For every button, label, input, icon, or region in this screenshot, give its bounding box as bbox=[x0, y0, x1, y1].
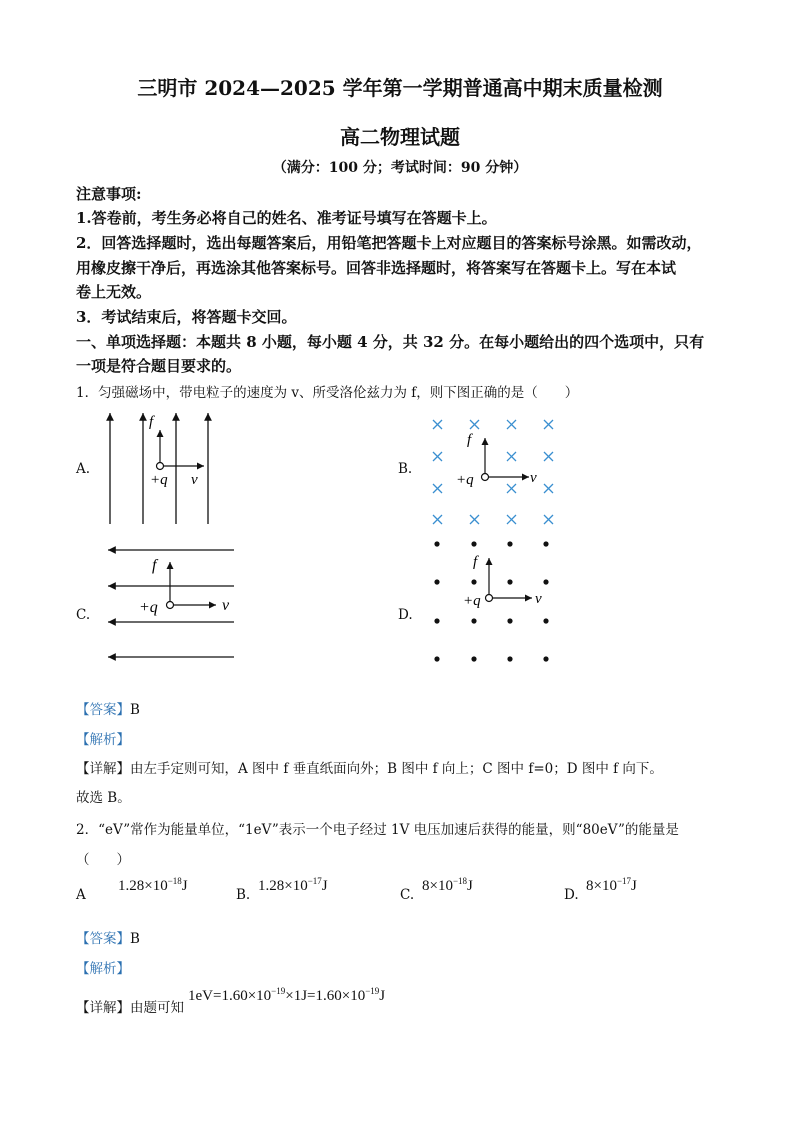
notice-item-2-line-2: 用橡皮擦干净后，再选涂其他答案标号。回答非选择题时，将答案写在答题卡上。写在本试 bbox=[76, 259, 677, 277]
q2-analysis-tag: 【解析】 bbox=[76, 961, 130, 977]
charge-dot bbox=[482, 474, 489, 481]
detail-text: 由左手定则可知，A 图中 f 垂直纸面向外；B 图中 f 向上；C 图中 f=0；D 图中 f 向下。 bbox=[130, 761, 663, 777]
mantissa: 1.28×10 bbox=[258, 878, 308, 894]
exam-meta: （满分：100 分；考试时间：90 分钟） bbox=[272, 160, 528, 176]
detail-tag: 【详解】 bbox=[76, 1000, 130, 1016]
formula-exponent: −19 bbox=[365, 986, 380, 996]
q1-option-d-label: D. bbox=[398, 607, 413, 623]
charge-label: +q bbox=[139, 599, 158, 616]
page-title: 三明市 2024—2025 学年第一学期普通高中期末质量检测 bbox=[137, 76, 663, 100]
velocity-label: v bbox=[191, 472, 198, 488]
q2-option-c-value bbox=[422, 876, 473, 895]
charge-label: +q bbox=[150, 472, 168, 488]
exponent: −18 bbox=[452, 876, 468, 886]
charge-label: +q bbox=[463, 593, 481, 609]
force-label: f bbox=[149, 414, 154, 430]
section-heading-line-1: 一、单项选择题：本题共 8 小题，每小题 4 分，共 32 分。在每小题给出的四个选项中，只有 bbox=[76, 333, 705, 351]
formula-exponent: −19 bbox=[271, 986, 286, 996]
q2-formula bbox=[188, 986, 385, 1005]
q2-option-a-label: A bbox=[76, 887, 86, 903]
mantissa: 1.28×10 bbox=[118, 878, 168, 894]
charge-dot bbox=[167, 602, 174, 609]
q1-figure-d bbox=[425, 535, 575, 670]
q2-detail-row bbox=[76, 996, 184, 1016]
charge-dot bbox=[157, 463, 164, 470]
q2-stem-line-2: （ ） bbox=[76, 852, 130, 868]
notice-heading: 注意事项: bbox=[76, 185, 142, 203]
answer-tag: 【答案】 bbox=[76, 702, 130, 718]
field-out-of-page-dots bbox=[434, 541, 548, 661]
formula-part: 1eV=1.60×10 bbox=[188, 988, 272, 1004]
velocity-label: v bbox=[222, 597, 230, 614]
q1-detail-row bbox=[76, 757, 663, 777]
unit: J bbox=[321, 878, 328, 894]
formula-part: ×1J=1.60×10 bbox=[285, 988, 366, 1004]
section-heading-line-2: 一项是符合题目要求的。 bbox=[76, 357, 242, 375]
mantissa: 8×10 bbox=[586, 878, 617, 894]
notice-item-2-line-1: 2．回答选择题时，选出每题答案后，用铅笔把答题卡上对应题目的答案标号涂黑。如需改动， bbox=[76, 234, 702, 252]
q1-figure-c bbox=[102, 540, 242, 668]
q2-answer-row bbox=[76, 927, 140, 947]
q1-stem: 1．匀强磁场中，带电粒子的速度为 v、所受洛伦兹力为 f，则下图正确的是（ ） bbox=[76, 385, 579, 401]
notice-item-1: 1.答卷前，考生务必将自己的姓名、准考证号填写在答题卡上。 bbox=[76, 209, 497, 227]
answer-value: B bbox=[130, 931, 140, 947]
q1-option-a-label: A. bbox=[76, 461, 91, 477]
q1-figure-b bbox=[425, 412, 575, 532]
q2-option-d-value bbox=[586, 876, 637, 895]
unit: J bbox=[467, 878, 473, 894]
exponent: −17 bbox=[307, 876, 322, 886]
q1-answer-row bbox=[76, 698, 140, 718]
unit: J bbox=[631, 878, 637, 894]
formula-part: J bbox=[379, 988, 386, 1004]
page-subtitle: 高二物理试题 bbox=[340, 125, 460, 149]
q1-figure-a bbox=[100, 408, 220, 528]
q1-analysis-tag: 【解析】 bbox=[76, 732, 130, 748]
q2-stem-line-1: 2．“eV”常作为能量单位，“1eV”表示一个电子经过 1V 电压加速后获得的能量，则“80eV”的能量是 bbox=[76, 822, 679, 838]
unit: J bbox=[181, 878, 188, 894]
detail-prefix: 由题可知 bbox=[130, 1000, 184, 1016]
q2-option-c-label: C. bbox=[400, 887, 415, 903]
q1-conclusion: 故选 B。 bbox=[76, 790, 131, 806]
velocity-label: v bbox=[530, 470, 537, 486]
force-label: f bbox=[467, 432, 472, 448]
exponent: −18 bbox=[167, 876, 182, 886]
charge-label: +q bbox=[456, 472, 474, 488]
q2-option-a-value bbox=[118, 876, 188, 895]
exponent: −17 bbox=[616, 876, 632, 886]
charge-dot bbox=[486, 595, 493, 602]
force-label: f bbox=[152, 557, 157, 574]
q1-option-c-label: C. bbox=[76, 607, 91, 623]
answer-value: B bbox=[130, 702, 140, 718]
detail-tag: 【详解】 bbox=[76, 761, 130, 777]
q2-option-d-label: D. bbox=[564, 887, 579, 903]
mantissa: 8×10 bbox=[422, 878, 453, 894]
velocity-label: v bbox=[535, 591, 542, 607]
q2-option-b-value bbox=[258, 876, 328, 895]
force-label: f bbox=[473, 554, 478, 570]
q2-option-b-label: B. bbox=[236, 887, 251, 903]
notice-item-3: 3．考试结束后，将答题卡交回。 bbox=[76, 308, 297, 326]
q1-option-b-label: B. bbox=[398, 461, 413, 477]
answer-tag: 【答案】 bbox=[76, 931, 130, 947]
notice-item-2-line-3: 卷上无效。 bbox=[76, 283, 152, 301]
